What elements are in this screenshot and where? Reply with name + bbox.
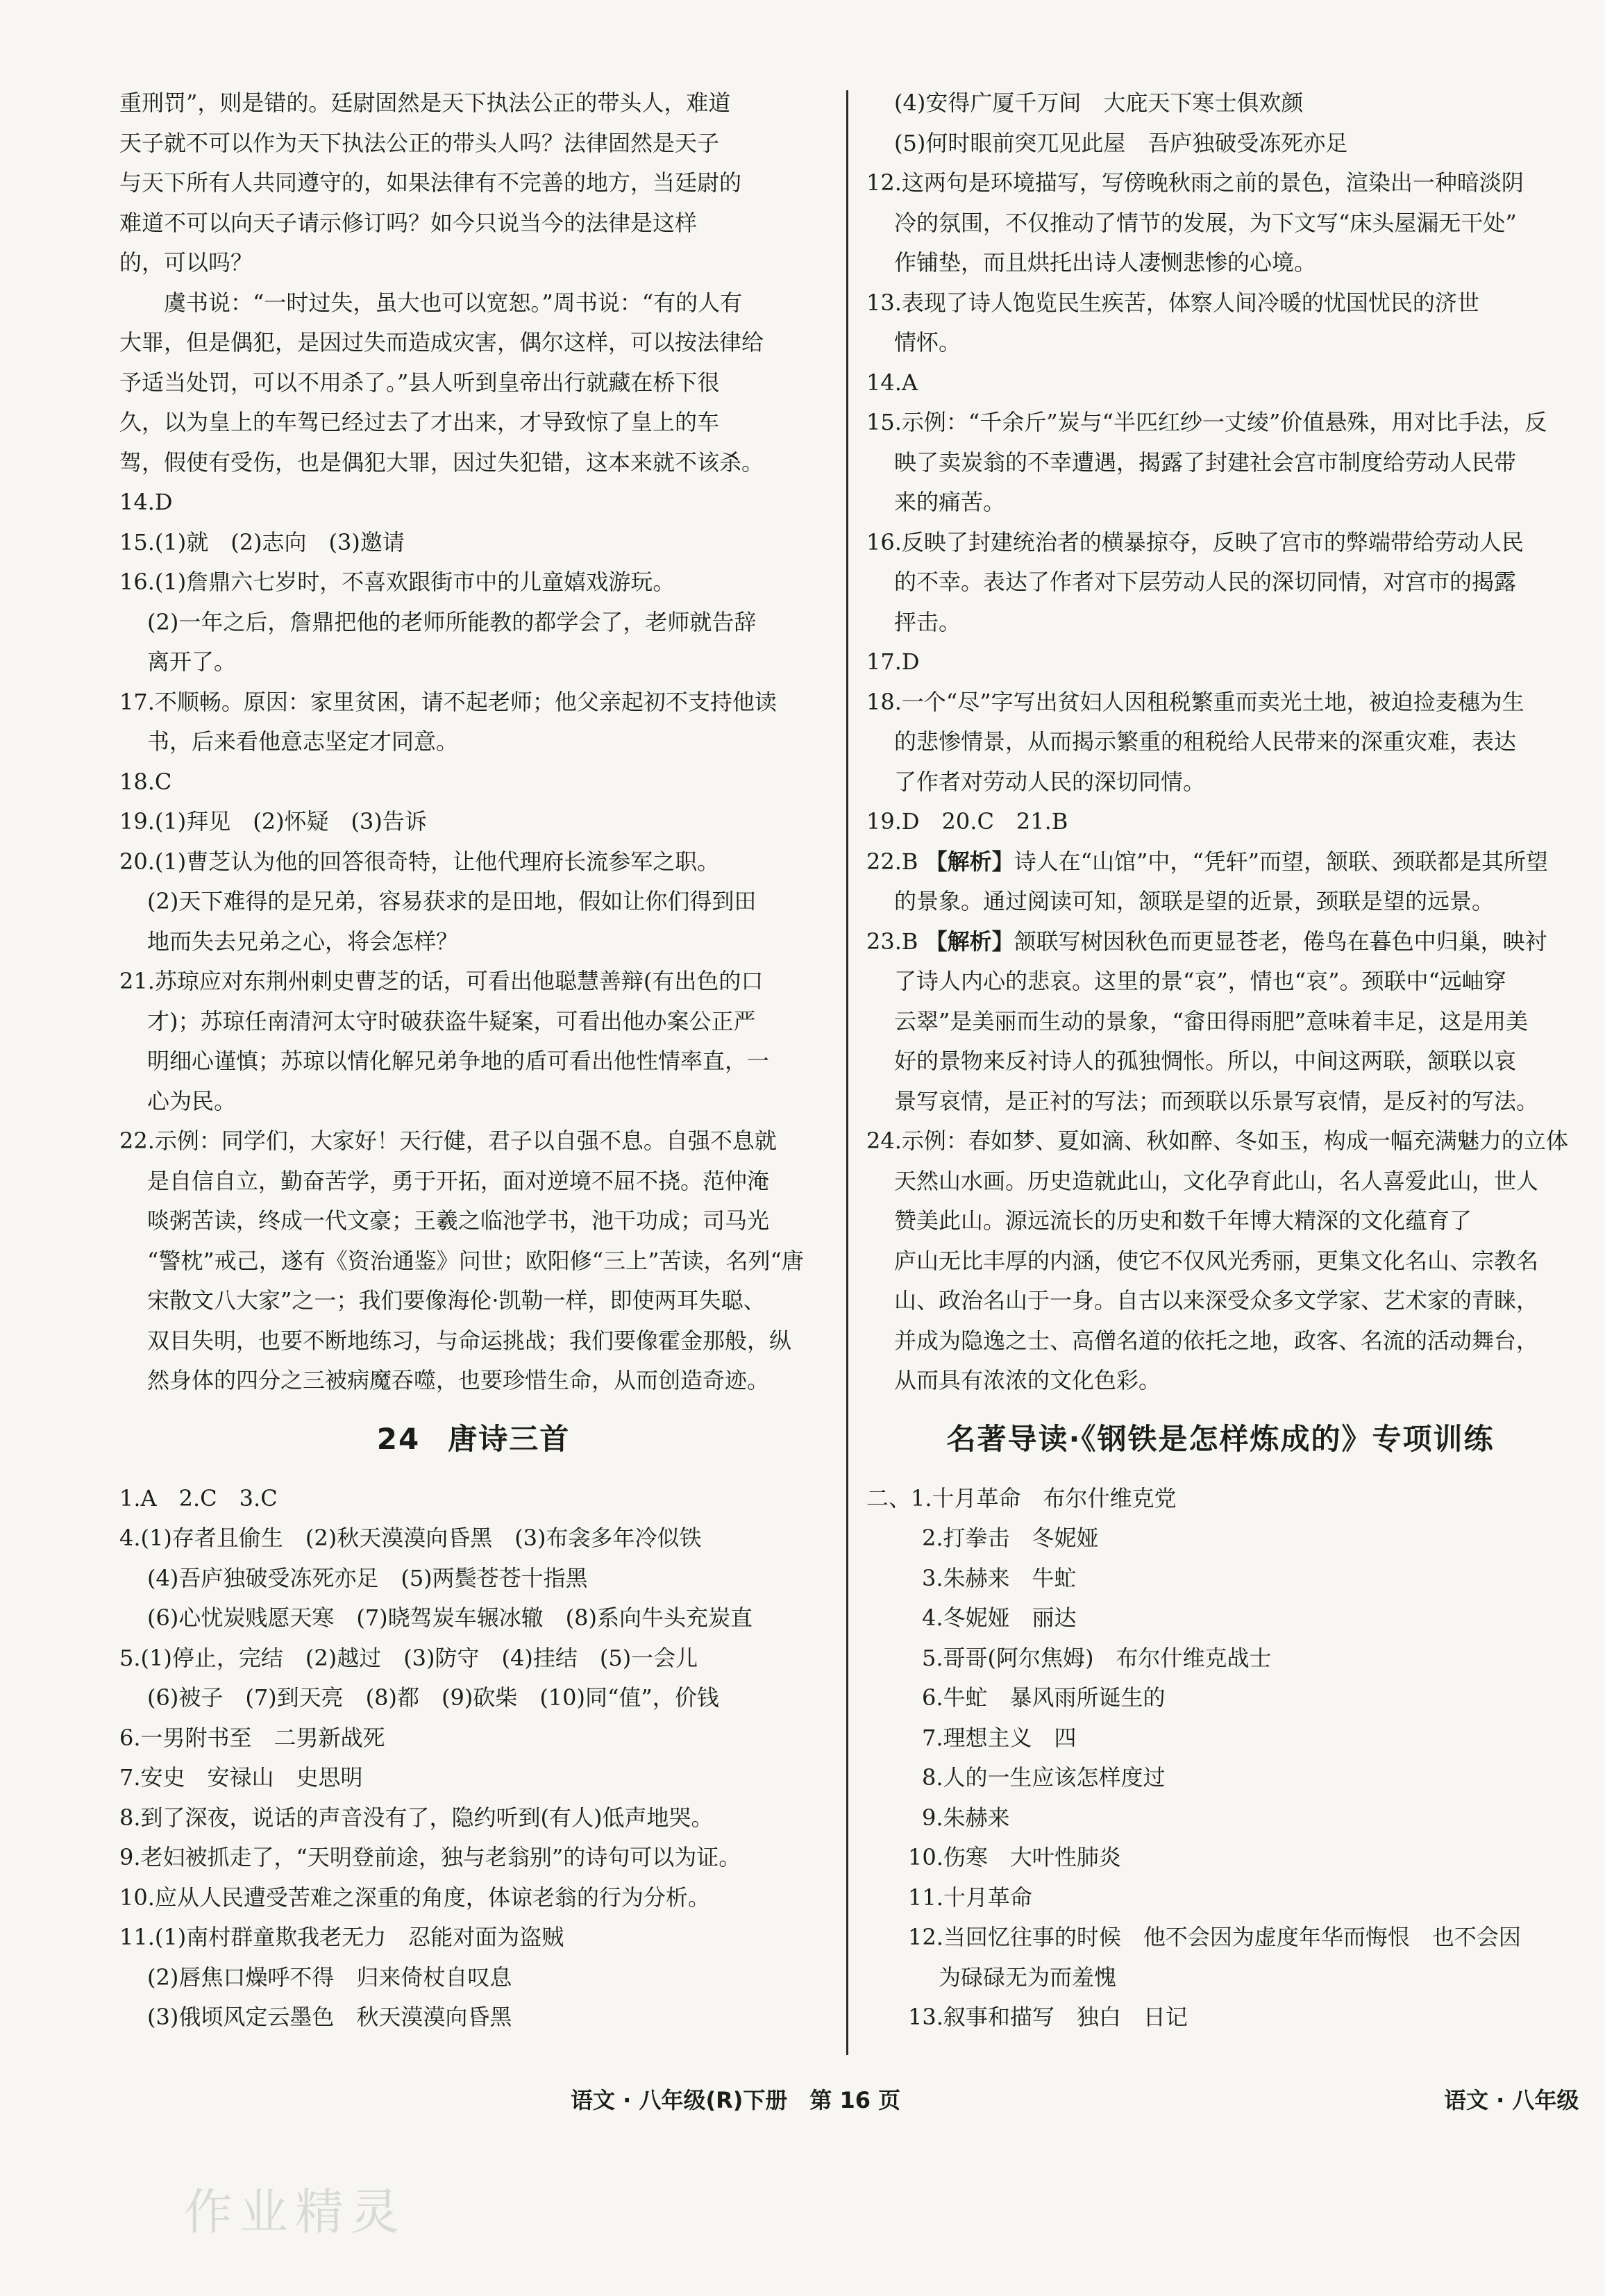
answer-15: 15.(1)就 (2)志向 (3)邀请	[119, 528, 405, 555]
text-line: (6)心忧炭贱愿天寒 (7)晓驾炭车辗冰辙 (8)系向牛头充炭直	[147, 1604, 753, 1631]
answer-21: 21.苏琼应对东荆州刺史曹芝的话，可看出他聪慧善辩(有出色的口	[119, 968, 764, 994]
text-line: 10.伤寒 大叶性肺炎	[908, 1844, 1121, 1870]
answer-13: 13.表现了诗人饱览民生疾苦，体察人间冷暖的忧国忧民的济世	[866, 289, 1479, 316]
text-line: 作铺垫，而且烘托出诗人凄恻悲惨的心境。	[894, 249, 1317, 276]
analysis-tag: 【解析】	[925, 848, 1014, 875]
answer-14: 14.D	[119, 489, 173, 515]
answer-6: 6.一男附书至 二男新战死	[119, 1724, 385, 1751]
text-line: 地而失去兄弟之心，将会怎样？	[147, 928, 459, 955]
text-line: 7.理想主义 四	[922, 1724, 1077, 1751]
page-footer-right: 语文 · 八年级	[1444, 2087, 1579, 2113]
text-line: 情怀。	[894, 329, 961, 355]
text-line: (5)何时眼前突兀见此屋 吾庐独破受冻死亦足	[894, 129, 1348, 156]
analysis-text: 颔联写树因秋色而更显苍老，倦鸟在暮色中归巢，映衬	[1014, 928, 1547, 955]
answer-15: 15.示例：“千余斤”炭与“半匹红纱一丈绫”价值悬殊，用对比手法，反	[866, 409, 1547, 435]
answer-17: 17.D	[866, 648, 920, 675]
text-line: 的，可以吗？	[119, 249, 253, 276]
text-line: (2)唇焦口燥呼不得 归来倚杖自叹息	[147, 1963, 512, 1991]
answer-9: 9.老妇被抓走了，“天明登前途，独与老翁别”的诗句可以为证。	[119, 1844, 741, 1870]
text-line: 景写哀情，是正衬的写法；而颈联以乐景写哀情，是反衬的写法。	[894, 1087, 1539, 1114]
right-column	[866, 83, 1574, 2038]
text-line: 予适当处罚，可以不用杀了。”县人听到皇帝出行就藏在桥下很	[119, 369, 720, 396]
answer-16: 16.(1)詹鼎六七岁时，不喜欢跟街市中的儿童嬉戏游玩。	[119, 569, 675, 595]
text-line: 明细心谨慎；苏琼以情化解兄弟争地的盾可看出他性情率直，一	[147, 1048, 770, 1074]
text-line: 并成为隐逸之士、高僧名道的依托之地，政客、名流的活动舞台，	[894, 1327, 1539, 1354]
text-line: 书，后来看他意志坚定才同意。	[147, 728, 459, 755]
text-line: 9.朱赫来	[922, 1804, 1010, 1831]
text-line: 天然山水画。历史造就此山，文化孕育此山，名人喜爱此山，世人	[894, 1167, 1539, 1194]
answer-number: 22.B	[866, 848, 918, 875]
answer-16: 16.反映了封建统治者的横暴掠夺，反映了宫市的弊端带给劳动人民	[866, 528, 1524, 555]
answer-19: 19.(1)拜见 (2)怀疑 (3)告诉	[119, 808, 427, 835]
column-divider	[846, 90, 848, 2055]
text-line: 从而具有浓浓的文化色彩。	[894, 1367, 1161, 1393]
text-line: 天子就不可以作为天下执法公正的带头人吗？法律固然是天子	[119, 129, 720, 156]
text-line: 的悲惨情景，从而揭示繁重的租税给人民带来的深重灾难，表达	[894, 728, 1517, 755]
text-line: 宋散文八大家”之一；我们要像海伦·凯勒一样，即使两耳失聪、	[147, 1287, 766, 1314]
text-line: 4.冬妮娅 丽达	[922, 1604, 1077, 1631]
left-column	[119, 83, 827, 2038]
text-line: 山、政治名山于一身。自古以来深受众多文学家、艺术家的青睐，	[894, 1287, 1539, 1314]
text-line: 双目失明，也要不断地练习，与命运挑战；我们要像霍金那般，纵	[147, 1327, 792, 1354]
analysis-text: 诗人在“山馆”中，“凭轩”而望，颔联、颈联都是其所望	[1014, 848, 1549, 875]
text-line: 13.叙事和描写 独白 日记	[908, 2004, 1188, 2030]
answer-4: 4.(1)存者且偷生 (2)秋天漠漠向昏黑 (3)布衾多年冷似铁	[119, 1525, 702, 1551]
text-line: 然身体的四分之三被病魔吞噬，也要珍惜生命，从而创造奇迹。	[147, 1367, 770, 1393]
answer-24: 24.示例：春如梦、夏如滴、秋如醉、冬如玉，构成一幅充满魅力的立体	[866, 1128, 1568, 1154]
text-line: 大罪，但是偶犯，是因过失而造成灾害，偶尔这样，可以按法律给	[119, 329, 764, 355]
watermark: 作业精灵	[184, 2184, 406, 2240]
text-line: (2)天下难得的是兄弟，容易获求的是田地，假如让你们得到田	[147, 888, 757, 914]
text-line: “警枕”戒己，遂有《资治通鉴》问世；欧阳修“三上”苦读，名列“唐	[147, 1247, 804, 1274]
answer-20: 20.(1)曹芝认为他的回答很奇特，让他代理府长流参军之职。	[119, 848, 720, 875]
text-line: 离开了。	[147, 648, 237, 675]
text-line: 驾，假使有受伤，也是偶犯大罪，因过失犯错，这本来就不该杀。	[119, 449, 764, 476]
text-line: 虞书说：“一时过失，虽大也可以宽恕。”周书说：“有的人有	[164, 289, 743, 316]
text-line: 心为民。	[147, 1087, 237, 1114]
text-line: 映了卖炭翁的不幸遭遇，揭露了封建社会宫市制度给劳动人民带	[894, 449, 1517, 476]
section-heading-reading-guide	[866, 1408, 1574, 1470]
text-line: 好的景物来反衬诗人的孤独惆怅。所以，中间这两联，颔联以哀	[894, 1048, 1517, 1074]
text-line: 的景象。通过阅读可知，颔联是望的近景，颈联是望的远景。	[894, 888, 1495, 914]
text-line: 与天下所有人共同遵守的，如果法律有不完善的地方，当廷尉的	[119, 169, 742, 196]
text-line: 庐山无比丰厚的内涵，使它不仅风光秀丽，更集文化名山、宗教名	[894, 1247, 1539, 1274]
text-line: 难道不可以向天子请示修订吗？如今只说当今的法律是这样	[119, 209, 698, 236]
answer-22: 22.示例：同学们，大家好！天行健，君子以自强不息。自强不息就	[119, 1128, 777, 1154]
text-line: 6.牛虻 暴风雨所诞生的	[922, 1684, 1166, 1711]
section-heading-24	[119, 1408, 827, 1470]
section-number: 24	[376, 1421, 421, 1456]
answer-7: 7.安史 安禄山 史思明	[119, 1764, 363, 1791]
text-line: 重刑罚”，则是错的。廷尉固然是天下执法公正的带头人，难道	[119, 90, 731, 116]
text-line: 冷的氛围，不仅推动了情节的发展，为下文写“床头屋漏无干处”	[894, 209, 1517, 236]
answer-8: 8.到了深夜，说话的声音没有了，隐约听到(有人)低声地哭。	[119, 1804, 714, 1831]
text-line: 久，以为皇上的车驾已经过去了才出来，才导致惊了皇上的车	[119, 409, 720, 435]
text-line: (2)一年之后，詹鼎把他的老师所能教的都学会了，老师就告辞	[147, 608, 757, 635]
answer-22	[866, 842, 1574, 882]
text-line: 2.打拳击 冬妮娅	[922, 1525, 1099, 1551]
analysis-tag: 【解析】	[925, 928, 1014, 955]
answer-23	[866, 922, 1574, 962]
text-line: 才)；苏琼任南清河太守时破获盗牛疑案，可看出他办案公正严	[147, 1007, 756, 1034]
text-line: (6)被子 (7)到天亮 (8)都 (9)砍柴 (10)同“值”，价钱	[147, 1684, 719, 1711]
text-line: 12.当回忆往事的时候 他不会因为虚度年华而悔恨 也不会因	[908, 1924, 1521, 1950]
text-line: 3.朱赫来 牛虻	[922, 1564, 1077, 1591]
page-footer-left: 语文 · 八年级(R)下册 第 16 页	[571, 2087, 901, 2113]
text-line: 云翠”是美丽而生动的景象，“畲田得雨肥”意味着丰足，这是用美	[894, 1007, 1529, 1034]
text-line: 是自信自立，勤奋苦学，勇于开拓，面对逆境不屈不挠。范仲淹	[147, 1167, 770, 1194]
text-line: 了诗人内心的悲哀。这里的景“哀”，情也“哀”。颈联中“远岫穿	[894, 968, 1506, 994]
text-line: 啖粥苦读，终成一代文豪；王羲之临池学书，池干功成；司马光	[147, 1207, 770, 1234]
answer-11: 11.(1)南村群童欺我老无力 忍能对面为盗贼	[119, 1924, 564, 1950]
section-title: 唐诗三首	[448, 1421, 571, 1456]
text-line: 抨击。	[894, 608, 961, 635]
answer-2-1: 二、1.十月革命 布尔什维克党	[866, 1484, 1177, 1511]
answer-10: 10.应从人民遭受苦难之深重的角度，体谅老翁的行为分析。	[119, 1884, 710, 1911]
text-line: 赞美此山。源远流长的历史和数千年博大精深的文化蕴育了	[894, 1207, 1472, 1234]
answer-18: 18.C	[119, 768, 172, 795]
text-line: 11.十月革命	[908, 1884, 1032, 1911]
section-title: 名著导读·《钢铁是怎样炼成的》专项训练	[946, 1421, 1495, 1456]
text-line: 8.人的一生应该怎样度过	[922, 1764, 1166, 1791]
answer-14: 14.A	[866, 369, 918, 396]
answer-18: 18.一个“尽”字写出贫妇人因租税繁重而卖光土地，被迫捡麦穗为生	[866, 688, 1524, 715]
text-line: 了作者对劳动人民的深切同情。	[894, 768, 1206, 795]
answer-5: 5.(1)停止，完结 (2)越过 (3)防守 (4)挂结 (5)一会儿	[119, 1644, 698, 1671]
text-line: 的不幸。表达了作者对下层劳动人民的深切同情，对宫市的揭露	[894, 569, 1517, 595]
answer-17: 17.不顺畅。原因：家里贫困，请不起老师；他父亲起初不支持他读	[119, 688, 777, 715]
answer-number: 23.B	[866, 928, 918, 955]
text-line: (4)吾庐独破受冻死亦足 (5)两鬓苍苍十指黑	[147, 1564, 588, 1591]
answer-12: 12.这两句是环境描写，写傍晚秋雨之前的景色，渲染出一种暗淡阴	[866, 169, 1524, 196]
text-line: 为碌碌无为而羞愧	[939, 1963, 1117, 1991]
answer-1-3: 1.A 2.C 3.C	[119, 1484, 278, 1511]
answer-19-21: 19.D 20.C 21.B	[866, 808, 1068, 835]
text-line: 来的痛苦。	[894, 489, 1006, 515]
text-line: (3)俄顷风定云墨色 秋天漠漠向昏黑	[147, 2004, 512, 2030]
text-line: (4)安得广厦千万间 大庇天下寒士俱欢颜	[894, 90, 1304, 116]
text-line: 5.哥哥(阿尔焦姆) 布尔什维克战士	[922, 1644, 1272, 1671]
